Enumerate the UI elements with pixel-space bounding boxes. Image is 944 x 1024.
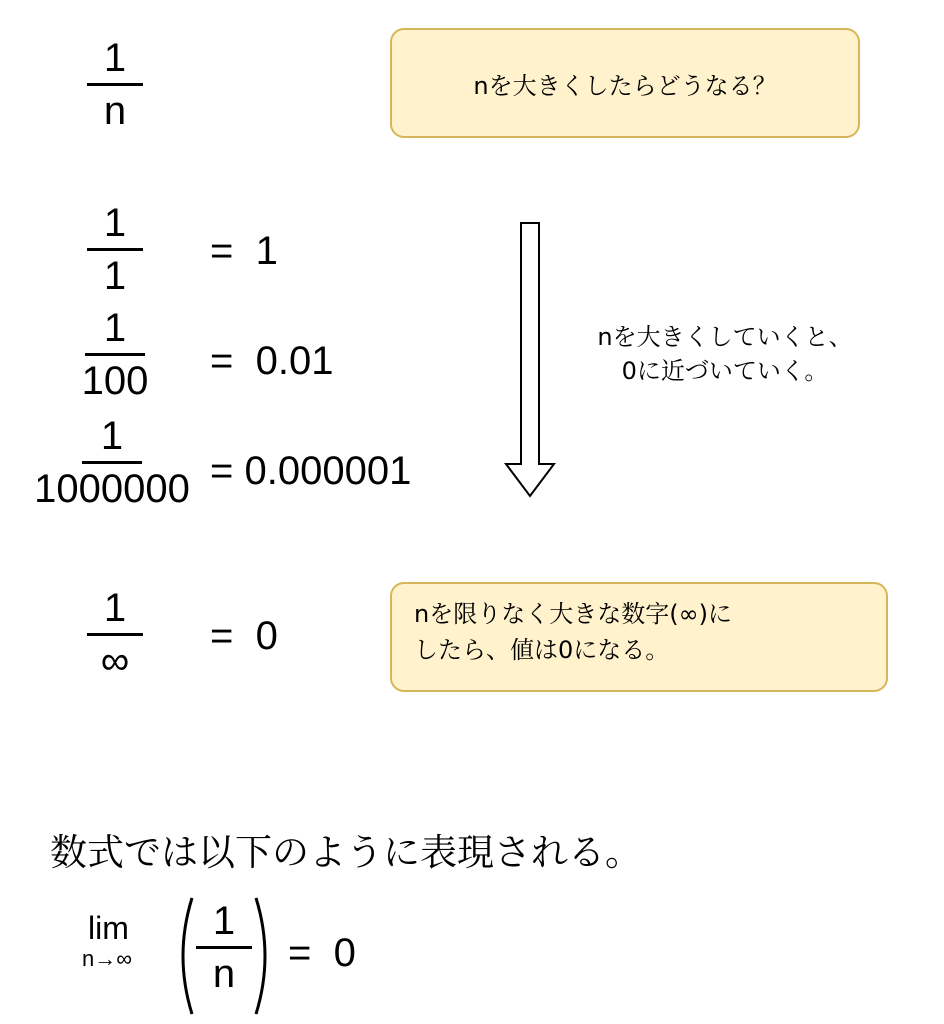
arrow-note-line-2: 0に近づいていく。 — [621, 357, 829, 385]
fraction-bar — [87, 83, 143, 86]
infinity-result: = 0 — [210, 614, 278, 658]
example-3-numerator: 1 — [100, 414, 124, 458]
infinity-fraction — [80, 585, 150, 684]
limit-denominator: n — [212, 952, 236, 996]
arrow-note — [560, 320, 890, 388]
top-fraction-denominator: n — [103, 89, 127, 133]
example-3-result: = 0.000001 — [210, 449, 412, 493]
example-fraction-2 — [70, 305, 160, 404]
example-2-denominator: 100 — [81, 359, 149, 403]
example-1-denominator: 1 — [103, 254, 127, 298]
limit-formula — [80, 880, 480, 1020]
lim-label: lim — [88, 910, 129, 946]
down-arrow-icon — [500, 220, 560, 502]
limit-result: = 0 — [288, 931, 356, 975]
question-text: nを大きくしたらどうなる？ — [473, 71, 777, 100]
example-1-numerator: 1 — [103, 201, 127, 245]
limit-numerator: 1 — [212, 899, 236, 943]
infinity-box-line-2: したら、値は0になる。 — [414, 636, 670, 664]
question-box — [390, 28, 860, 138]
infinity-box — [390, 582, 888, 692]
example-3-denominator: 1000000 — [34, 467, 190, 511]
fraction-bar — [82, 461, 142, 464]
infinity-box-line-1: nを限りなく大きな数字(∞)に — [414, 600, 732, 628]
example-fraction-1 — [80, 200, 150, 299]
lim-subscript: n→∞ — [82, 946, 132, 971]
fraction-bar — [87, 248, 143, 251]
right-paren-icon — [252, 896, 276, 1016]
example-fraction-3 — [22, 413, 202, 512]
infinity-denominator: ∞ — [100, 639, 130, 683]
formula-heading: 数式では以下のように表現される。 — [50, 831, 642, 874]
infinity-numerator: 1 — [103, 586, 127, 630]
fraction-bar — [85, 353, 145, 356]
fraction-bar — [87, 633, 143, 636]
top-fraction — [80, 35, 150, 134]
example-1-result: = 1 — [210, 229, 278, 273]
arrow-note-line-1: nを大きくしていくと、 — [597, 323, 853, 351]
fraction-bar — [196, 946, 252, 949]
top-fraction-numerator: 1 — [103, 36, 127, 80]
limit-fraction — [192, 898, 256, 997]
example-2-result: = 0.01 — [210, 339, 334, 383]
example-2-numerator: 1 — [103, 306, 127, 350]
